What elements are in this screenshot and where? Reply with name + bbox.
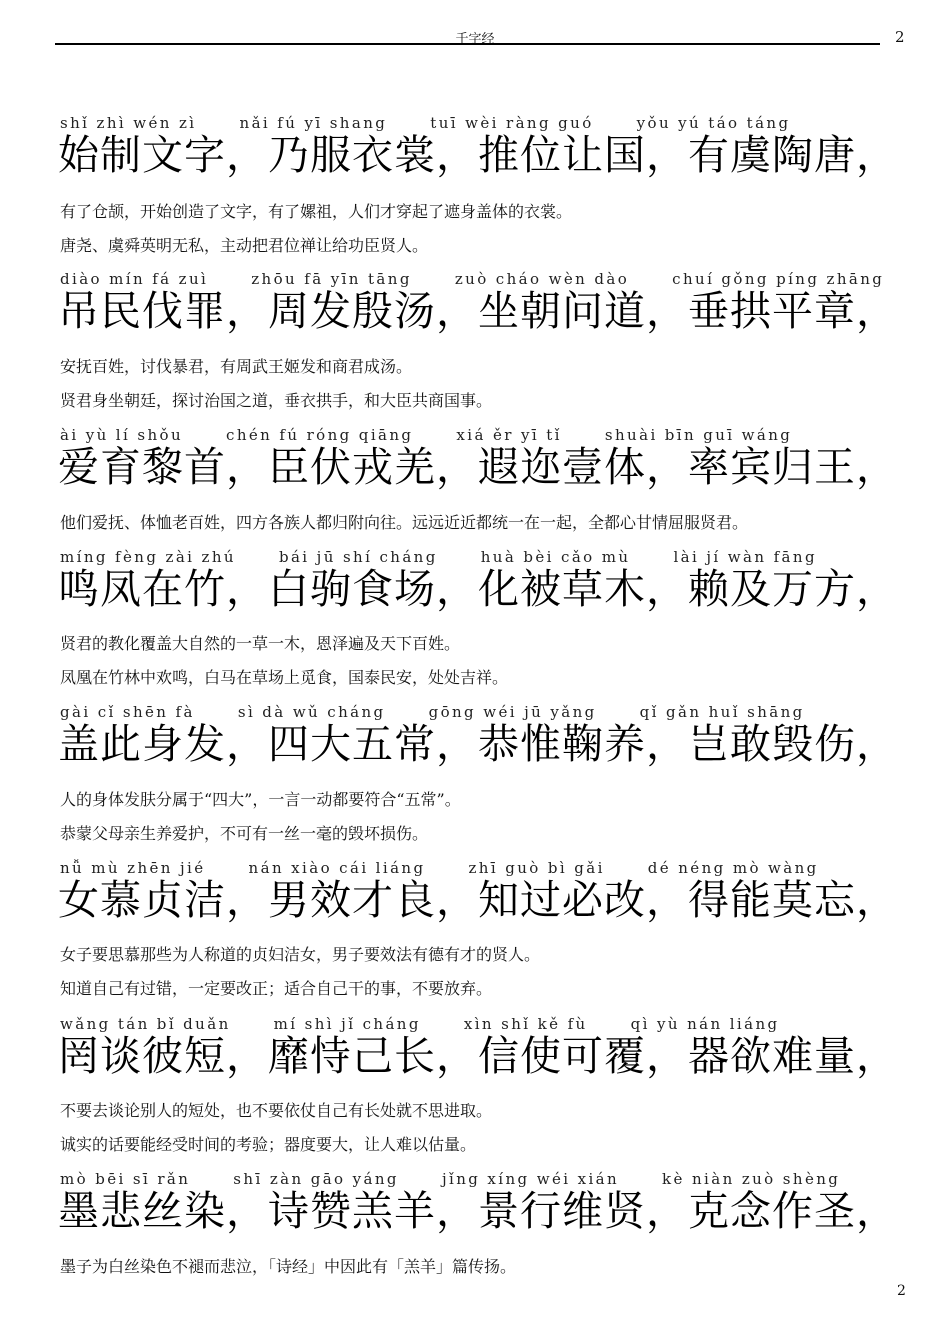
verse-hanzi: 罔谈彼短，靡恃己长，信使可覆，器欲难量， <box>58 1032 898 1080</box>
verse-translation-line: 恭蒙父母亲生养爱护，不可有一丝一毫的毁坏损伤。 <box>60 824 429 843</box>
verse-pinyin: mò bēi sī rǎn shī zàn gāo yáng jǐng xíng wéi xián kè niàn zuò shèng <box>60 1170 841 1188</box>
footer-page-number: 2 <box>897 1283 906 1299</box>
verse-block <box>58 859 938 939</box>
verse-hanzi: 吊民伐罪，周发殷汤，坐朝问道，垂拱平章， <box>58 287 898 335</box>
verse-translation-line: 他们爱抚、体恤老百姓，四方各族人都归附向往。远远近近都统一在一起，全都心甘情屈服贤君。 <box>60 513 749 532</box>
verse-pinyin: diào mín fá zuì zhōu fā yīn tāng zuò cháo wèn dào chuí gǒng píng zhāng <box>60 270 885 288</box>
verse-translation-line: 贤君身坐朝廷，探讨治国之道，垂衣拱手，和大臣共商国事。 <box>60 391 493 410</box>
verse-translation-line: 知道自己有过错，一定要改正；适合自己干的事，不要放弃。 <box>60 979 493 998</box>
verse-pinyin: gài cǐ shēn fà sì dà wǔ cháng gōng wéi jū yǎng qǐ gǎn huǐ shāng <box>60 703 805 721</box>
verse-translation-line: 凤凰在竹林中欢鸣，白马在草场上觅食，国泰民安，处处吉祥。 <box>60 668 509 687</box>
verse-pinyin: ài yù lí shǒu chén fú róng qiāng xiá ěr yī tǐ shuài bīn guī wáng <box>60 426 793 444</box>
header-page-number: 2 <box>895 28 905 46</box>
header-divider <box>55 43 880 45</box>
verse-block <box>58 1015 938 1095</box>
verse-hanzi: 墨悲丝染，诗赞羔羊，景行维贤，克念作圣， <box>58 1187 898 1235</box>
verse-translation-line: 有了仓颉，开始创造了文字，有了嫘祖，人们才穿起了遮身盖体的衣裳。 <box>60 202 573 221</box>
verse-block <box>58 1170 938 1250</box>
verse-block <box>58 426 938 506</box>
verse-translation-line: 诚实的话要能经受时间的考验；器度要大，让人难以估量。 <box>60 1135 477 1154</box>
verse-hanzi: 鸣凤在竹，白驹食场，化被草木，赖及万方， <box>58 565 898 613</box>
verse-translation-line: 不要去谈论别人的短处，也不要依仗自己有长处就不思进取。 <box>60 1101 493 1120</box>
verse-hanzi: 盖此身发，四大五常，恭惟鞠养，岂敢毁伤， <box>58 720 898 768</box>
verse-translation-line: 贤君的教化覆盖大自然的一草一木，恩泽遍及天下百姓。 <box>60 634 461 653</box>
verse-hanzi: 始制文字，乃服衣裳，推位让国，有虞陶唐， <box>58 131 898 179</box>
verse-block <box>58 270 938 350</box>
verse-pinyin: míng fèng zài zhú bái jū shí cháng huà bèi cǎo mù lài jí wàn fāng <box>60 548 817 566</box>
verse-translation-line: 唐尧、虞舜英明无私，主动把君位禅让给功臣贤人。 <box>60 236 429 255</box>
header-title: 千字经 <box>455 32 495 47</box>
verse-translation-line: 人的身体发肤分属于“四大”，一言一动都要符合“五常”。 <box>60 790 461 809</box>
verse-pinyin: nǚ mù zhēn jié nán xiào cái liáng zhī guò bì gǎi dé néng mò wàng <box>60 859 819 877</box>
verse-translation-line: 墨子为白丝染色不褪而悲泣，「诗经」中因此有「羔羊」篇传扬。 <box>60 1257 517 1276</box>
verse-block <box>58 703 938 783</box>
verse-translation-line: 安抚百姓，讨伐暴君，有周武王姬发和商君成汤。 <box>60 357 413 376</box>
verse-translation-line: 女子要思慕那些为人称道的贞妇洁女，男子要效法有德有才的贤人。 <box>60 945 541 964</box>
verse-hanzi: 女慕贞洁，男效才良，知过必改，得能莫忘， <box>58 876 898 924</box>
verse-block <box>58 114 938 194</box>
verse-hanzi: 爱育黎首，臣伏戎羌，遐迩壹体，率宾归王， <box>58 443 898 491</box>
verse-block <box>58 548 938 628</box>
verse-pinyin: shǐ zhì wén zì nǎi fú yī shang tuī wèi ràng guó yǒu yú táo táng <box>60 114 791 132</box>
verse-pinyin: wǎng tán bǐ duǎn mí shì jǐ cháng xìn shǐ kě fù qì yù nán liáng <box>60 1015 780 1033</box>
